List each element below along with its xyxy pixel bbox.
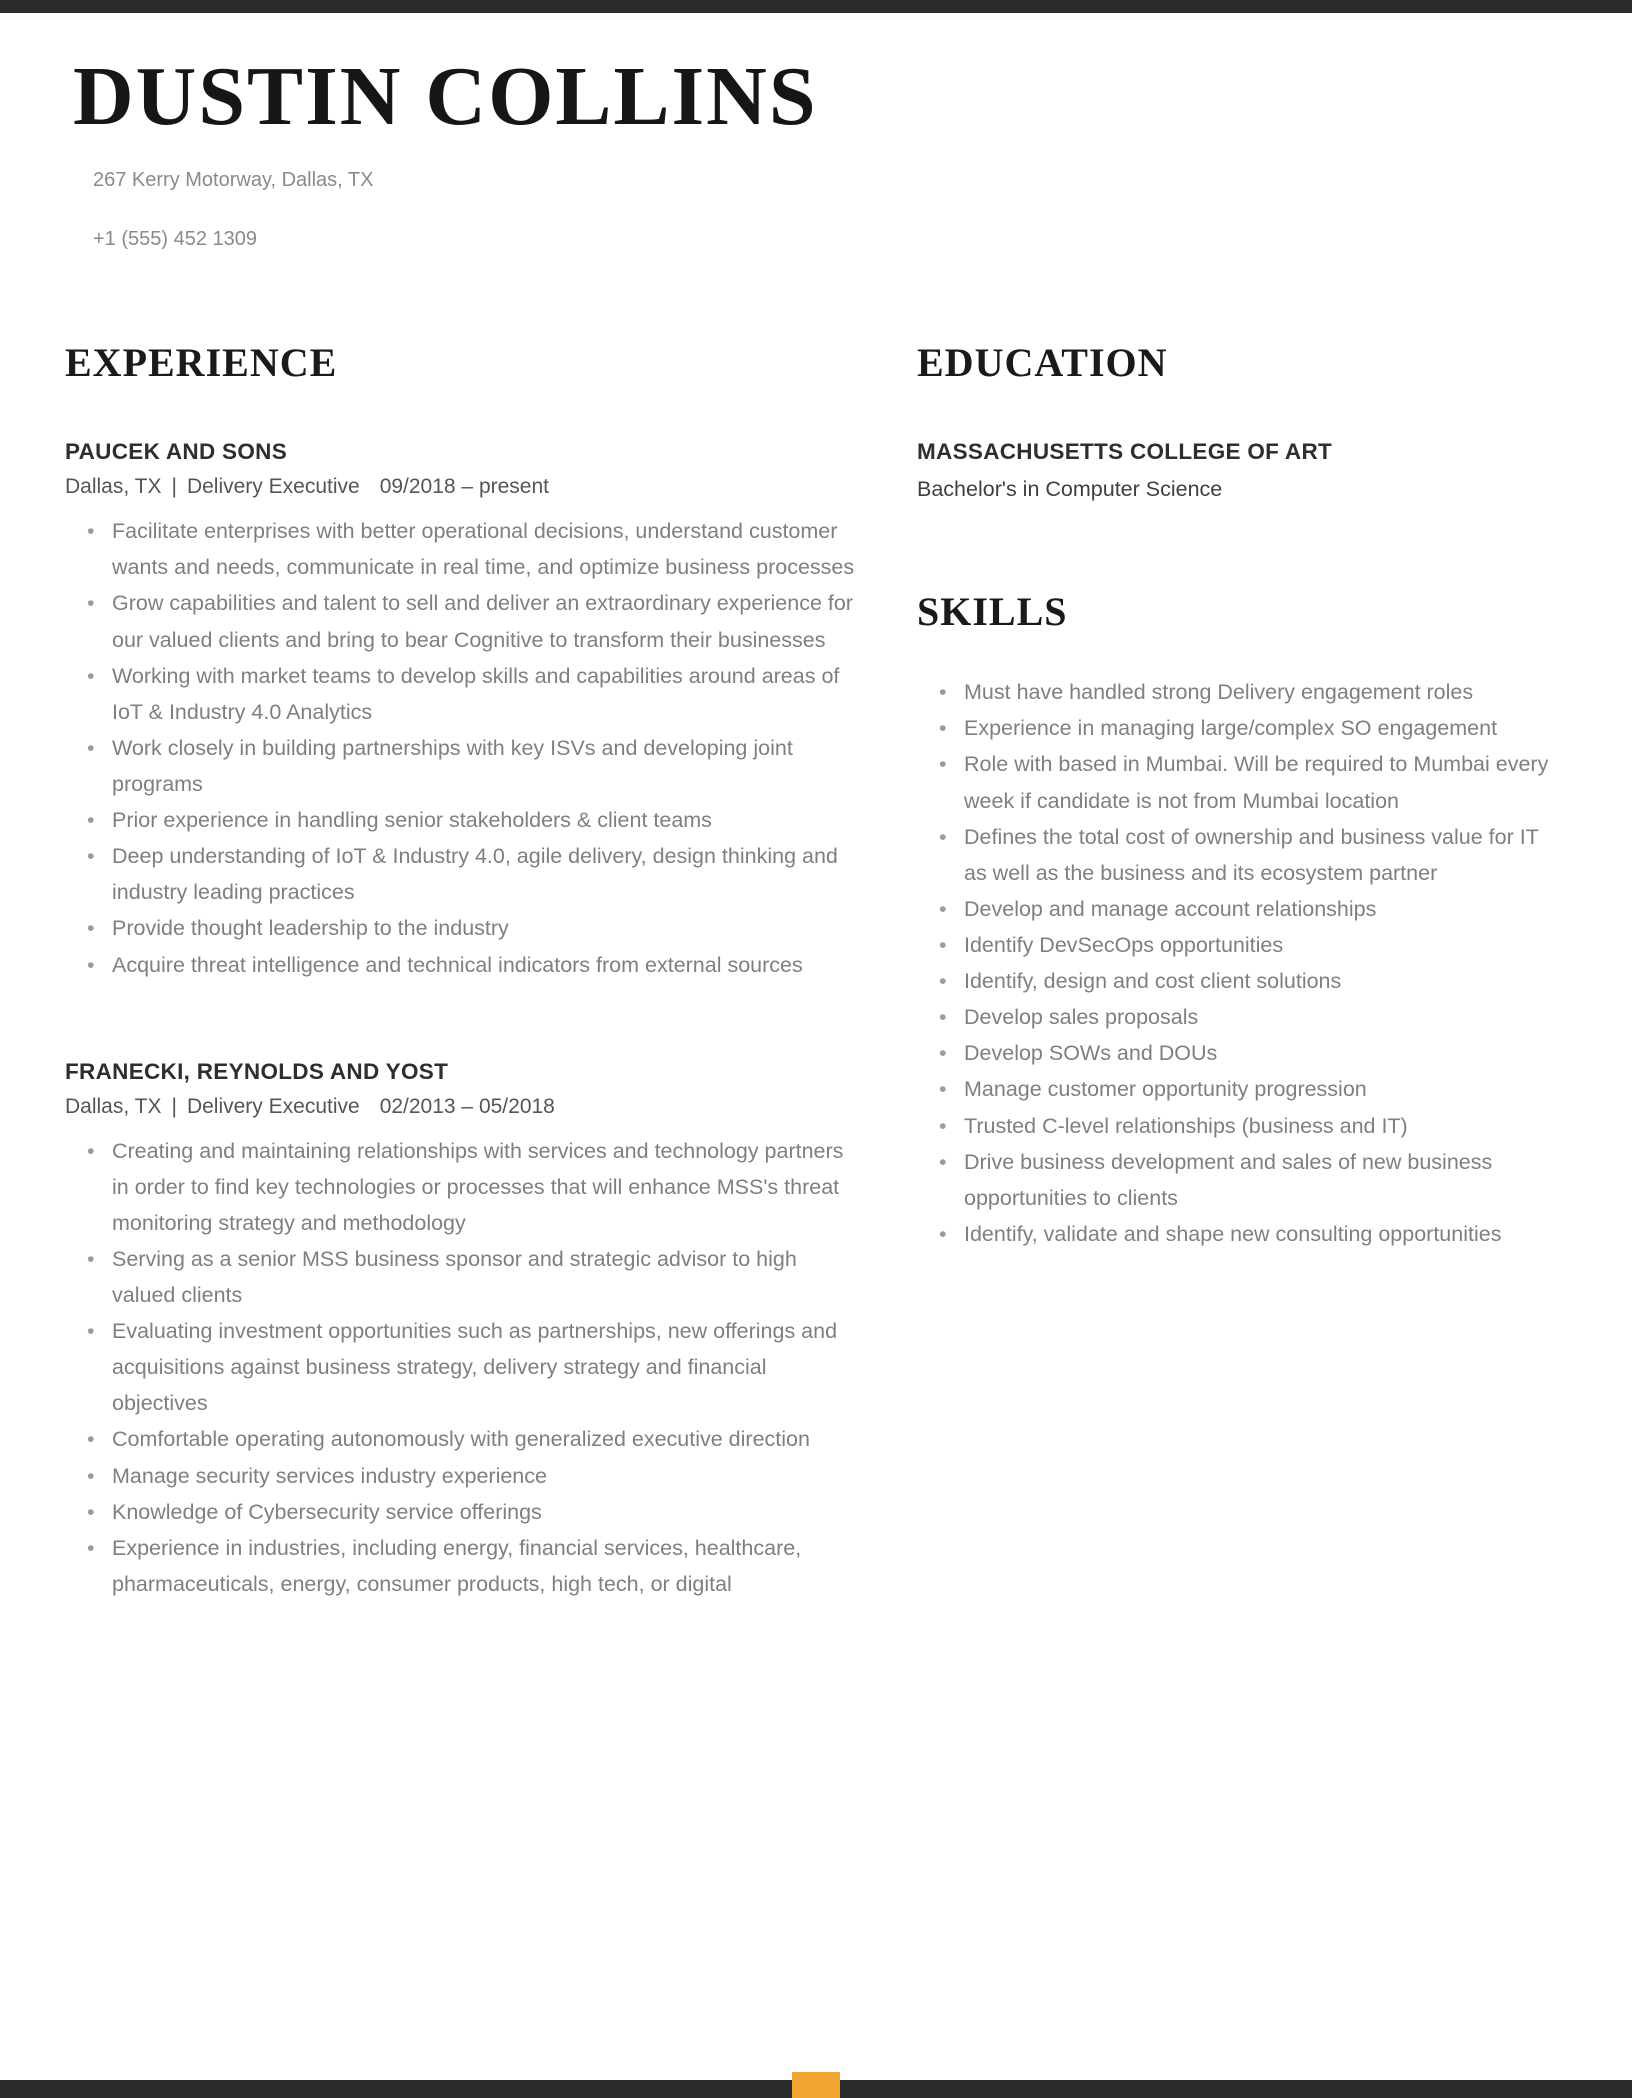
- bullet-item: • Creating and maintaining relationships with services and technology partners in order to find key technologies or processes that will enhance MSS's threat monitoring strategy and methodology: [65, 1133, 865, 1241]
- skill-item: • Identify, validate and shape new consulting opportunities: [917, 1216, 1560, 1252]
- top-bar: [0, 0, 1632, 13]
- bullet-item: • Grow capabilities and talent to sell and deliver an extraordinary experience for our valued clients and bring to bear Cognitive to transform their businesses: [65, 585, 865, 657]
- job-dates: 09/2018 – present: [379, 475, 549, 499]
- skills-list: [917, 674, 1560, 1252]
- job-dates: 02/2013 – 05/2018: [379, 1094, 555, 1118]
- education-section: [917, 341, 1560, 502]
- job-location: Dallas, TX: [65, 475, 162, 499]
- skill-item: • Trusted C-level relationships (business and IT): [917, 1108, 1560, 1144]
- skill-item: • Identify, design and cost client solutions: [917, 963, 1560, 999]
- content-columns: [0, 341, 1632, 1602]
- experience-section: [65, 341, 865, 1602]
- education-heading: EDUCATION: [917, 340, 1168, 386]
- person-name: DUSTIN COLLINS: [73, 50, 818, 143]
- skill-item: • Develop SOWs and DOUs: [917, 1035, 1560, 1071]
- bullet-item: • Serving as a senior MSS business sponsor and strategic advisor to high valued clients: [65, 1241, 865, 1313]
- experience-heading: EXPERIENCE: [65, 340, 338, 386]
- degree-text: Bachelor's in Computer Science: [917, 477, 1223, 502]
- bullet-item: • Knowledge of Cybersecurity service offerings: [65, 1494, 865, 1530]
- job-bullet-list: [65, 513, 865, 982]
- skill-item: • Role with based in Mumbai. Will be required to Mumbai every week if candidate is not from Mumbai location: [917, 746, 1560, 818]
- skills-heading: SKILLS: [917, 589, 1068, 635]
- skill-item: • Manage customer opportunity progression: [917, 1071, 1560, 1107]
- company-name: FRANECKI, REYNOLDS AND YOST: [65, 1058, 449, 1084]
- skill-item: • Identify DevSecOps opportunities: [917, 927, 1560, 963]
- skill-item: • Defines the total cost of ownership and business value for IT as well as the business and its ecosystem partner: [917, 819, 1560, 891]
- company-name: PAUCEK AND SONS: [65, 439, 288, 465]
- skills-section: [917, 590, 1560, 1252]
- footer-bar: [0, 2080, 1632, 2098]
- job-entry: [65, 1059, 865, 1602]
- job-entry: [65, 439, 865, 982]
- bullet-item: • Facilitate enterprises with better operational decisions, understand customer wants and needs, communicate in real time, and optimize business processes: [65, 513, 865, 585]
- address-text: 267 Kerry Motorway, Dallas, TX: [93, 169, 374, 192]
- job-meta: [65, 1095, 865, 1119]
- job-meta: [65, 475, 865, 499]
- meta-separator: |: [171, 475, 177, 499]
- bullet-item: • Experience in industries, including energy, financial services, healthcare, pharmaceuticals, energy, consumer products, high tech, or digital: [65, 1530, 865, 1602]
- school-name: MASSACHUSETTS COLLEGE OF ART: [917, 439, 1333, 465]
- job-title: Delivery Executive: [186, 475, 360, 499]
- job-bullet-list: [65, 1133, 865, 1602]
- resume-header: [0, 13, 1632, 251]
- phone-text: +1 (555) 452 1309: [93, 228, 258, 251]
- skill-item: • Experience in managing large/complex SO engagement: [917, 710, 1560, 746]
- bullet-item: • Deep understanding of IoT & Industry 4.0, agile delivery, design thinking and industry leading practices: [65, 838, 865, 910]
- bullet-item: • Manage security services industry experience: [65, 1458, 865, 1494]
- skill-item: • Drive business development and sales of new business opportunities to clients: [917, 1144, 1560, 1216]
- footer-logo-mark: [792, 2072, 840, 2098]
- skill-item: • Develop and manage account relationships: [917, 891, 1560, 927]
- job-location: Dallas, TX: [65, 1094, 162, 1118]
- bullet-item: • Working with market teams to develop skills and capabilities around areas of IoT & Industry 4.0 Analytics: [65, 658, 865, 730]
- bullet-item: • Work closely in building partnerships with key ISVs and developing joint programs: [65, 730, 865, 802]
- meta-separator: |: [171, 1094, 177, 1118]
- bullet-item: • Prior experience in handling senior stakeholders & client teams: [65, 802, 865, 838]
- right-column: [917, 341, 1560, 1252]
- job-title: Delivery Executive: [186, 1094, 360, 1118]
- bullet-item: • Acquire threat intelligence and technical indicators from external sources: [65, 947, 865, 983]
- bullet-item: • Evaluating investment opportunities such as partnerships, new offerings and acquisitions against business strategy, delivery strategy and financial objectives: [65, 1313, 865, 1421]
- skill-item: • Must have handled strong Delivery engagement roles: [917, 674, 1560, 710]
- skill-item: • Develop sales proposals: [917, 999, 1560, 1035]
- bullet-item: • Provide thought leadership to the industry: [65, 910, 865, 946]
- bullet-item: • Comfortable operating autonomously with generalized executive direction: [65, 1421, 865, 1457]
